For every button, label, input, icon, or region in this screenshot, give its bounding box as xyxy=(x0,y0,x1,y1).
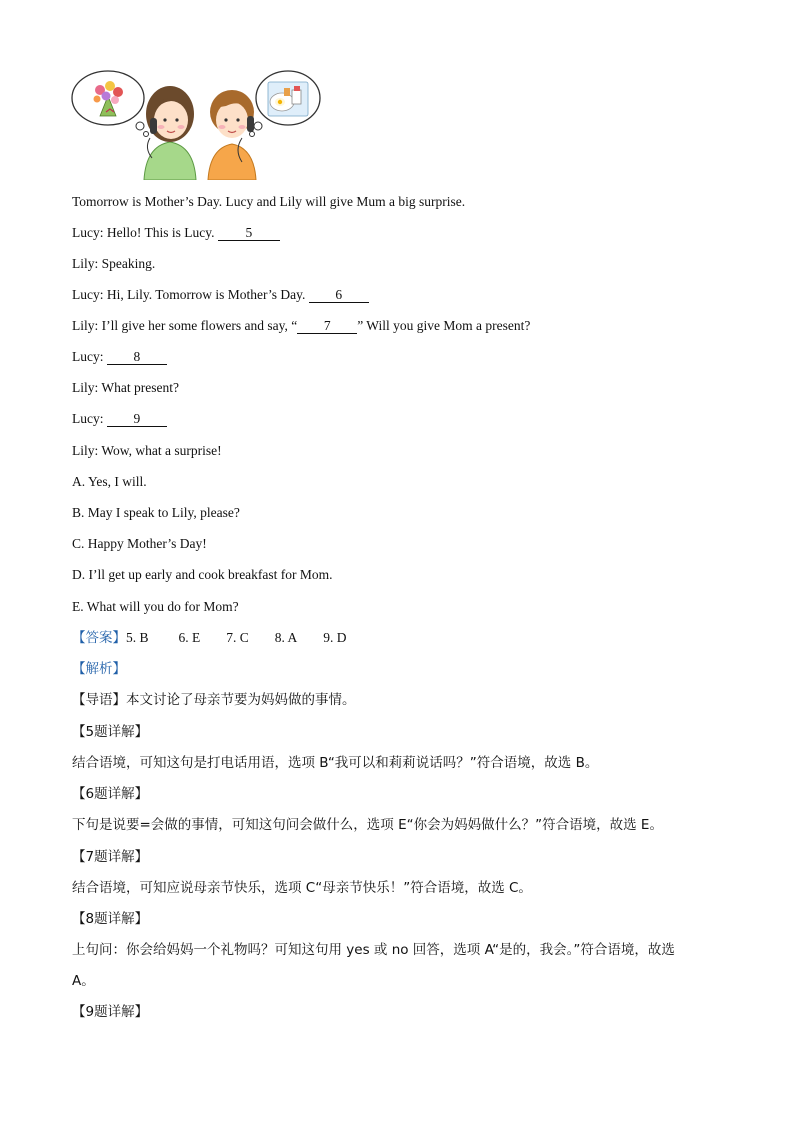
dialogue-text: What present? xyxy=(98,380,179,395)
breakfast-bubble-icon xyxy=(250,71,321,137)
speaker-label: Lily: xyxy=(72,256,99,271)
dialogue-line-5 xyxy=(72,348,167,366)
blank-9[interactable]: 9 xyxy=(107,411,167,427)
dialogue-line-8 xyxy=(72,442,222,460)
q8-text-line-2: A。 xyxy=(72,973,95,989)
dialogue-line-7 xyxy=(72,410,167,428)
q8-text-line-1: 上句问：你会给妈妈一个礼物吗？可知这句用 yes 或 no 回答，选项 A“是的，我会。”符合语境，故选 xyxy=(72,942,675,958)
guide-text: 本文讨论了母亲节要为妈妈做的事情。 xyxy=(126,692,356,708)
answer-item: 7. C xyxy=(226,630,249,645)
dialogue-text: Wow, what a surprise! xyxy=(98,443,222,458)
answer-item: 8. A xyxy=(274,630,298,645)
dialogue-text: I’ll give her some flowers and say, “ xyxy=(98,318,298,333)
option-c: C. Happy Mother’s Day! xyxy=(72,536,207,551)
speaker-label: Lucy: xyxy=(72,225,104,240)
q5-label: 【5题详解】 xyxy=(72,724,149,740)
blank-7[interactable]: 7 xyxy=(297,318,357,334)
speaker-label: Lily: xyxy=(72,318,99,333)
lucy-figure-icon xyxy=(144,86,196,180)
q7-text: 结合语境，可知应说母亲节快乐，选项 C“母亲节快乐！”符合语境，故选 C。 xyxy=(72,880,532,896)
option-b: B. May I speak to Lily, please? xyxy=(72,505,240,520)
q6-label: 【6题详解】 xyxy=(72,786,149,802)
q5-text: 结合语境，可知这句是打电话用语，选项 B“我可以和莉莉说话吗？”符合语境，故选 B。 xyxy=(72,755,599,771)
dialogue-text: Hi, Lily. Tomorrow is Mother’s Day. xyxy=(103,287,309,302)
dialogue-line-3 xyxy=(72,286,369,304)
guide-line xyxy=(72,691,356,709)
answer-label: 【答案】 xyxy=(72,630,126,646)
analysis-label xyxy=(72,660,126,678)
blank-6[interactable]: 6 xyxy=(309,287,369,303)
option-d: D. I’ll get up early and cook breakfast for Mom. xyxy=(72,567,333,582)
dialogue-text: Speaking. xyxy=(98,256,156,271)
guide-label: 【导语】 xyxy=(72,692,126,708)
lily-figure-icon xyxy=(208,90,256,180)
blank-5[interactable]: 5 xyxy=(218,225,280,241)
q9-label: 【9题详解】 xyxy=(72,1004,149,1020)
speaker-label: Lily: xyxy=(72,443,99,458)
dialogue-text: Hello! This is Lucy. xyxy=(103,225,218,240)
passage-intro: Tomorrow is Mother’s Day. Lucy and Lily will give Mum a big surprise. xyxy=(72,194,466,209)
answer-row xyxy=(72,629,373,647)
speaker-label: Lily: xyxy=(72,380,99,395)
q7-label: 【7题详解】 xyxy=(72,849,149,865)
answer-item: 9. D xyxy=(323,630,347,645)
dialogue-line-2 xyxy=(72,255,155,273)
answer-item: 5. B xyxy=(126,630,149,645)
q6-text: 下句是说要=会做的事情，可知这句问会做什么，选项 E“你会为妈妈做什么？”符合语境，故选 E。 xyxy=(72,817,663,833)
dialogue-line-6 xyxy=(72,379,179,397)
flower-bouquet-bubble-icon xyxy=(72,71,149,137)
phone-call-illustration xyxy=(70,68,322,180)
option-e: E. What will you do for Mom? xyxy=(72,599,239,614)
speaker-label: Lucy: xyxy=(72,287,104,302)
speaker-label: Lucy: xyxy=(72,349,104,364)
speaker-label: Lucy: xyxy=(72,411,104,426)
answer-item: 6. E xyxy=(178,630,201,645)
option-a: A. Yes, I will. xyxy=(72,474,147,489)
q8-label: 【8题详解】 xyxy=(72,911,149,927)
dialogue-text-after: ” Will you give Mom a present? xyxy=(357,318,531,333)
dialogue-line-1 xyxy=(72,224,280,242)
dialogue-line-4 xyxy=(72,317,530,335)
blank-8[interactable]: 8 xyxy=(107,349,167,365)
analysis-tag: 【解析】 xyxy=(72,661,126,677)
